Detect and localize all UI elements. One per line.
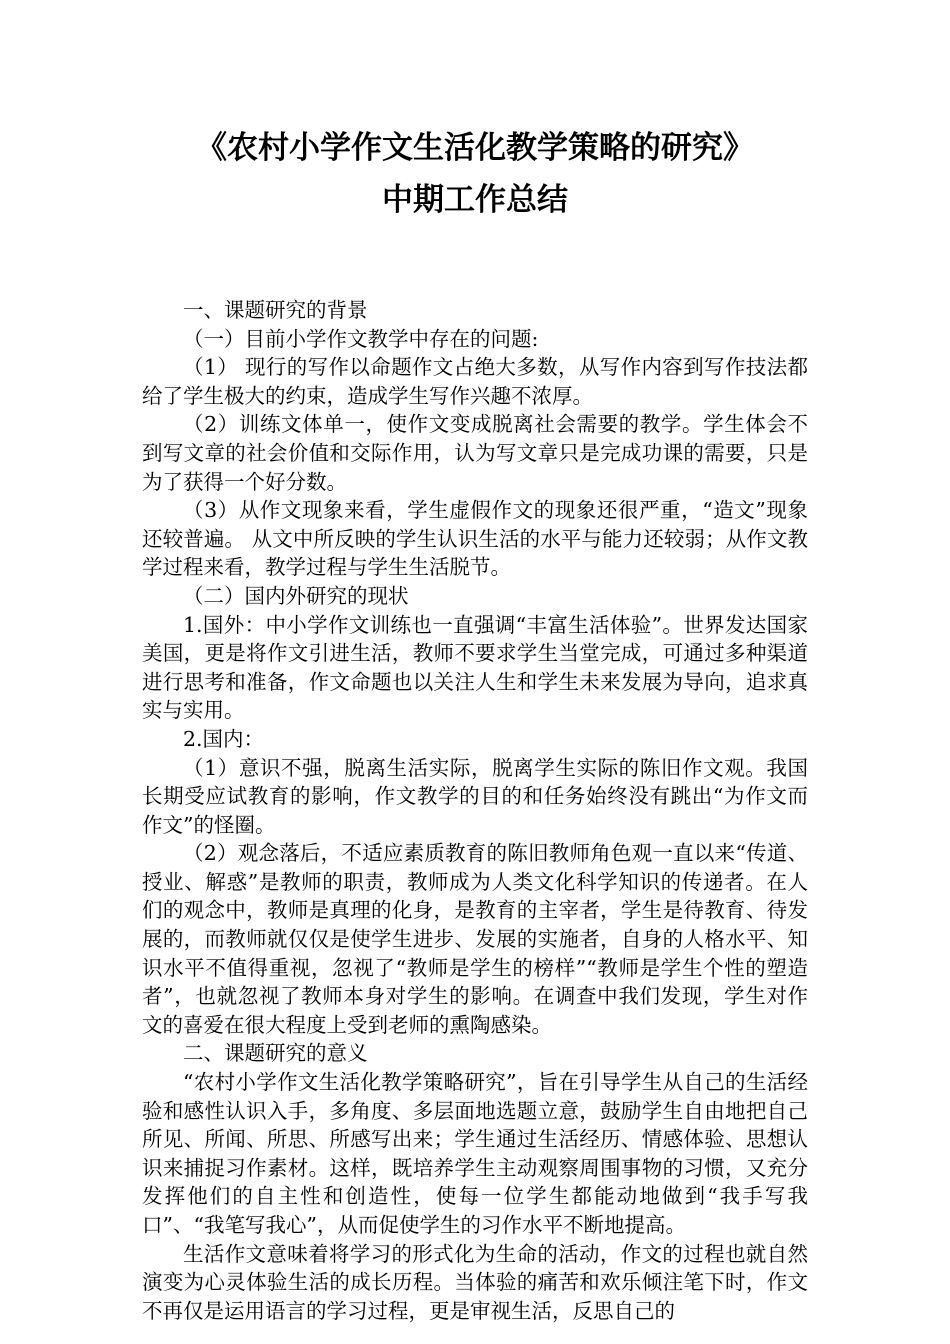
paragraph-domestic-2: （2）观念落后，不适应素质教育的陈旧教师角色观一直以来“传道、授业、解惑”是教师的职责，教师成为人类文化科学知识的传递者。在人们的观念中，教师是真理的化身，是教育的主宰者，学生是待教育、待发展的，而教师就仅仅是使学生进步、发展的实施者，自身的人格水平、知识水平不值得重视，忽视了“教师是学生的榜样”“教师是学生个性的塑造者”，也就忽视了教师本身对学生的影响。在调查中我们发现，学生对作文的喜爱在很大程度上受到老师的熏陶感染。 (142, 841, 808, 1037)
document-title: 《农村小学作文生活化教学策略的研究》 (196, 130, 754, 166)
paragraph-domestic-1: （1）意识不强，脱离生活实际，脱离学生实际的陈旧作文观。我国长期受应试教育的影响，作文教学的目的和任务始终没有跳出“为作文而作文”的怪圈。 (142, 755, 808, 837)
section-heading-significance: 二、课题研究的意义 (183, 1041, 368, 1066)
paragraph-problem-2: （2）训练文体单一，使作文变成脱离社会需要的教学。学生体会不到写文章的社会价值和交际作用，认为写文章只是完成功课的需要，只是为了获得一个好分数。 (142, 412, 808, 494)
document-subtitle: 中期工作总结 (382, 182, 568, 218)
document-body (142, 296, 808, 1325)
subsection-heading-problems: （一）目前小学作文教学中存在的问题: (183, 326, 539, 351)
paragraph-problem-3: （3）从作文现象来看，学生虚假作文的现象还很严重，“造文”现象还较普遍。 从文中所反映的学生认识生活的水平与能力还较弱；从作文教学过程来看，教学过程与学生生活脱节。 (142, 498, 808, 580)
paragraph-problem-1: （1） 现行的写作以命题作文占绝大多数，从写作内容到写作技法都给了学生极大的约束，造成学生写作兴趣不浓厚。 (142, 355, 808, 408)
paragraph-domestic-heading: 2.国内： (183, 726, 265, 751)
subsection-heading-status: （二）国内外研究的现状 (183, 583, 409, 608)
paragraph-significance-1: “农村小学作文生活化教学策略研究”，旨在引导学生从自己的生活经验和感性认识入手，多角度、多层面地选题立意，鼓励学生自由地把自己所见、所闻、所思、所感写出来；学生通过生活经历、情感体验、思想认识来捕捉习作素材。这样，既培养学生主动观察周围事物的习惯，又充分发挥他们的自主性和创造性，使每一位学生都能动地做到“我手写我口”、“我笔写我心”，从而促使学生的习作水平不断地提高。 (142, 1070, 808, 1237)
paragraph-abroad: 1.国外：中小学作文训练也一直强调“丰富生活体验”。世界发达国家美国，更是将作文引进生活，教师不要求学生当堂完成，可通过多种渠道进行思考和准备，作文命题也以关注人生和学生未来发展为导向，追求真实与实用。 (142, 612, 808, 723)
paragraph-significance-2: 生活作文意味着将学习的形式化为生命的活动，作文的过程也就自然演变为心灵体验生活的成长历程。当体验的痛苦和欢乐倾注笔下时，作文不再仅是运用语言的学习过程，更是审视生活，反思自己的 (142, 1241, 808, 1323)
section-heading-background: 一、课题研究的背景 (183, 298, 368, 322)
